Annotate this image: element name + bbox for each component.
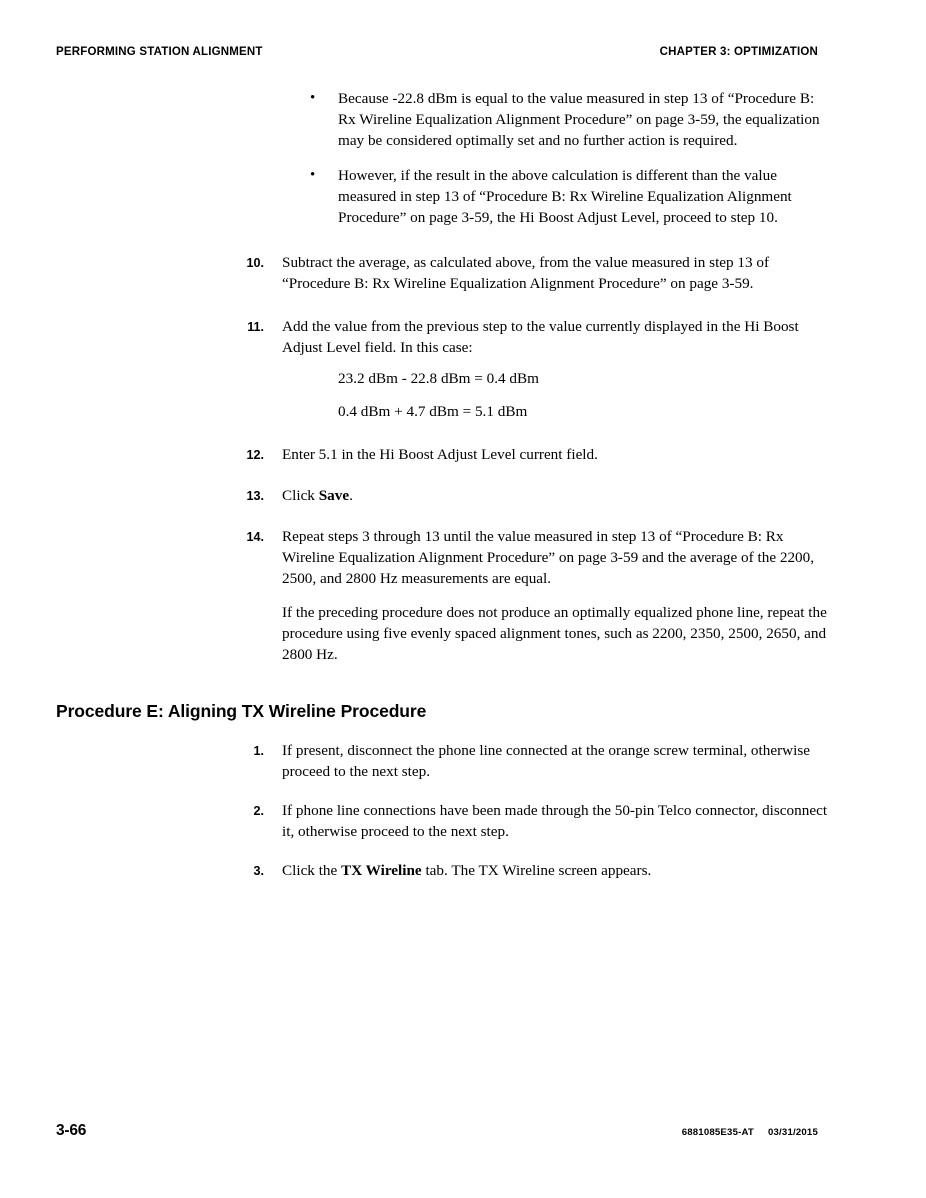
list-item [282, 88, 820, 151]
step-text: If present, disconnect the phone line connected at the orange screw terminal, otherwise proceed to the next step. [282, 742, 810, 780]
step-number: 11. [247, 320, 264, 334]
step-number: 1. [253, 744, 264, 758]
step-number: 3. [253, 864, 264, 878]
step-text: Click the TX Wireline tab. The TX Wireline screen appears. [282, 862, 652, 879]
bullet-icon: • [310, 90, 316, 106]
list-item-text: However, if the result in the above calculation is different than the value measured in step 13 of “Procedure B: Rx Wireline Equalization Alignment Procedure” on page 3-59, the Hi Boost Adjust Level, proceed to step 10. [338, 167, 792, 226]
calculation-block [282, 368, 828, 422]
procedure-e-step-list [56, 740, 828, 881]
procedure-e-step-2 [226, 800, 828, 842]
step-text: If phone line connections have been made through the 50-pin Telco connector, disconnect it, otherwise proceed to the next step. [282, 802, 828, 840]
procedure-e-step-3 [226, 860, 828, 881]
step-text: Add the value from the previous step to the value currently displayed in the Hi Boost Adjust Level field. In this case: [282, 318, 799, 356]
bullet-icon: • [310, 167, 316, 183]
document-number: 6881085E35-AT [681, 1127, 754, 1138]
step-number: 2. [253, 804, 264, 818]
numbered-step-list [56, 252, 827, 665]
page-title: Procedure E: Aligning TX Wireline Procedure [56, 701, 427, 721]
page-number: 3-66 [56, 1122, 87, 1139]
step-11 [226, 316, 828, 422]
list-item [282, 165, 820, 228]
running-head [56, 46, 818, 58]
calculation-line: 0.4 dBm + 4.7 dBm = 5.1 dBm [338, 403, 528, 420]
step-number: 12. [246, 448, 264, 462]
list-item-text: Because -22.8 dBm is equal to the value measured in step 13 of “Procedure B: Rx Wireline Equalization Alignment Procedure” on page 3-59, the equalization may be considered optimally set and no further action is required. [338, 90, 820, 149]
page-body [56, 88, 828, 899]
step-13 [226, 485, 828, 506]
calculation-line: 23.2 dBm - 22.8 dBm = 0.4 dBm [338, 370, 539, 387]
step-10 [226, 252, 828, 294]
footer-meta [682, 1127, 818, 1138]
bullet-list [56, 88, 818, 228]
running-head-right: CHAPTER 3: OPTIMIZATION [659, 46, 818, 58]
page-footer [56, 1122, 818, 1140]
step-number: 14. [246, 530, 264, 544]
step-text: Subtract the average, as calculated above, from the value measured in step 13 of “Procedure B: Rx Wireline Equalization Alignment Procedure” on page 3-59. [282, 254, 770, 292]
step-text: Repeat steps 3 through 13 until the value measured in step 13 of “Procedure B: Rx Wireline Equalization Alignment Procedure” on page 3-59 and the average of the 2200, 2500, and 2800 Hz measurements are equal. [282, 528, 815, 587]
step-note: If the preceding procedure does not produce an optimally equalized phone line, repeat the procedure using five evenly spaced alignment tones, such as 2200, 2350, 2500, 2650, and 2800 Hz. [282, 604, 827, 663]
procedure-e-step-1 [226, 740, 828, 782]
step-text: Click Save. [282, 487, 353, 504]
running-head-left: PERFORMING STATION ALIGNMENT [56, 46, 263, 58]
step-number: 13. [246, 489, 264, 503]
step-14 [226, 526, 828, 665]
step-12 [226, 444, 828, 465]
step-number: 10. [246, 256, 264, 270]
document-date: 03/31/2015 [767, 1127, 818, 1138]
step-text: Enter 5.1 in the Hi Boost Adjust Level current field. [282, 446, 598, 463]
